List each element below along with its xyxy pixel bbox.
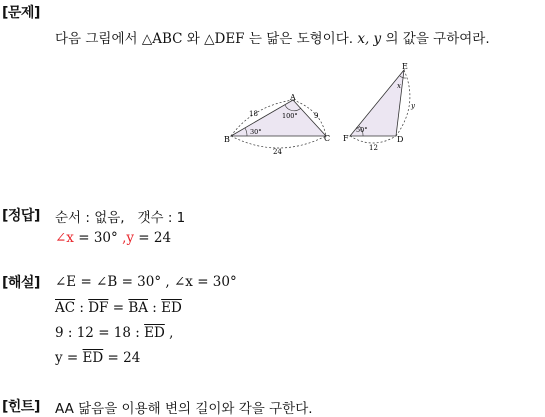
problem-conjunction: 와: [186, 31, 200, 47]
y-equals: y =: [55, 350, 83, 366]
hint-label: [힌트]: [2, 399, 40, 415]
triangle-abc: △ABC: [141, 31, 183, 47]
solution-line-2: [55, 300, 182, 316]
solution-line-3: [55, 325, 173, 341]
problem-text-suffix: 는 닮은 도형이다.: [248, 31, 354, 47]
y-result: = 24: [103, 350, 141, 366]
problem-vars: x, y: [357, 31, 382, 47]
arc-fd: [350, 136, 396, 143]
solution-label: [해설]: [2, 275, 40, 291]
vertex-b: B: [224, 135, 230, 144]
segment-ba: $\overline{BA}$: [128, 300, 149, 316]
triangle-def: △DEF: [204, 31, 245, 47]
angle-b-value: 30°: [250, 128, 262, 136]
equals-sign: =: [108, 300, 129, 316]
solution-line-1: ∠E = ∠B = 30° , ∠x = 30°: [55, 274, 237, 290]
vertex-f: F: [343, 134, 349, 143]
answer-y-var: ,y: [122, 230, 134, 246]
vertex-d: D: [397, 135, 404, 144]
problem-ask: 의 값을 구하여라.: [385, 31, 490, 47]
arc-bc: [231, 136, 326, 148]
side-ac-length: 9: [314, 112, 319, 120]
solution-line-4: [55, 350, 140, 366]
angle-a-value: 100°: [282, 112, 298, 120]
segment-ed: $\overline{ED}$: [144, 325, 165, 341]
angle-f-value: 50°: [356, 126, 368, 134]
similar-triangles-figure: [223, 58, 423, 158]
answer-count: 갯수 : 1: [137, 210, 186, 226]
side-fd-length: 12: [369, 144, 378, 152]
answer-y-val: = 24: [138, 230, 172, 246]
segment-ac: $\overline{AC}$: [55, 300, 76, 316]
vertex-e: E: [402, 62, 408, 71]
problem-statement: [55, 27, 490, 47]
proportion-text: 9 : 12 = 18 :: [55, 325, 145, 341]
segment-df: $\overline{DF}$: [88, 300, 109, 316]
answer-meta: [55, 206, 185, 226]
segment-ed: $\overline{ED}$: [161, 300, 182, 316]
answer-order: 순서 : 없음,: [55, 210, 125, 226]
hint-text: AA 닮음을 이용해 변의 길이와 각을 구한다.: [55, 401, 313, 417]
answer-values: [55, 230, 171, 246]
answer-x-val: = 30°: [78, 230, 118, 246]
angle-e-x: x: [397, 82, 401, 90]
side-ed-y: y: [411, 102, 415, 110]
triangle-abc-shape: [231, 100, 326, 136]
ratio-sep: :: [75, 300, 89, 316]
answer-x-var: ∠x: [55, 230, 74, 246]
side-bc-length: 24: [273, 148, 282, 156]
problem-label: [문제]: [2, 5, 40, 21]
vertex-c: C: [324, 134, 331, 143]
vertex-a: A: [290, 93, 296, 102]
answer-label: [정답]: [2, 208, 40, 224]
problem-text-prefix: 다음 그림에서: [55, 31, 138, 47]
segment-ed: $\overline{ED}$: [82, 350, 104, 366]
proportion-suffix: ,: [164, 325, 174, 341]
ratio-sep: :: [148, 300, 162, 316]
side-ab-length: 18: [249, 110, 258, 118]
triangles-svg: [223, 58, 423, 158]
